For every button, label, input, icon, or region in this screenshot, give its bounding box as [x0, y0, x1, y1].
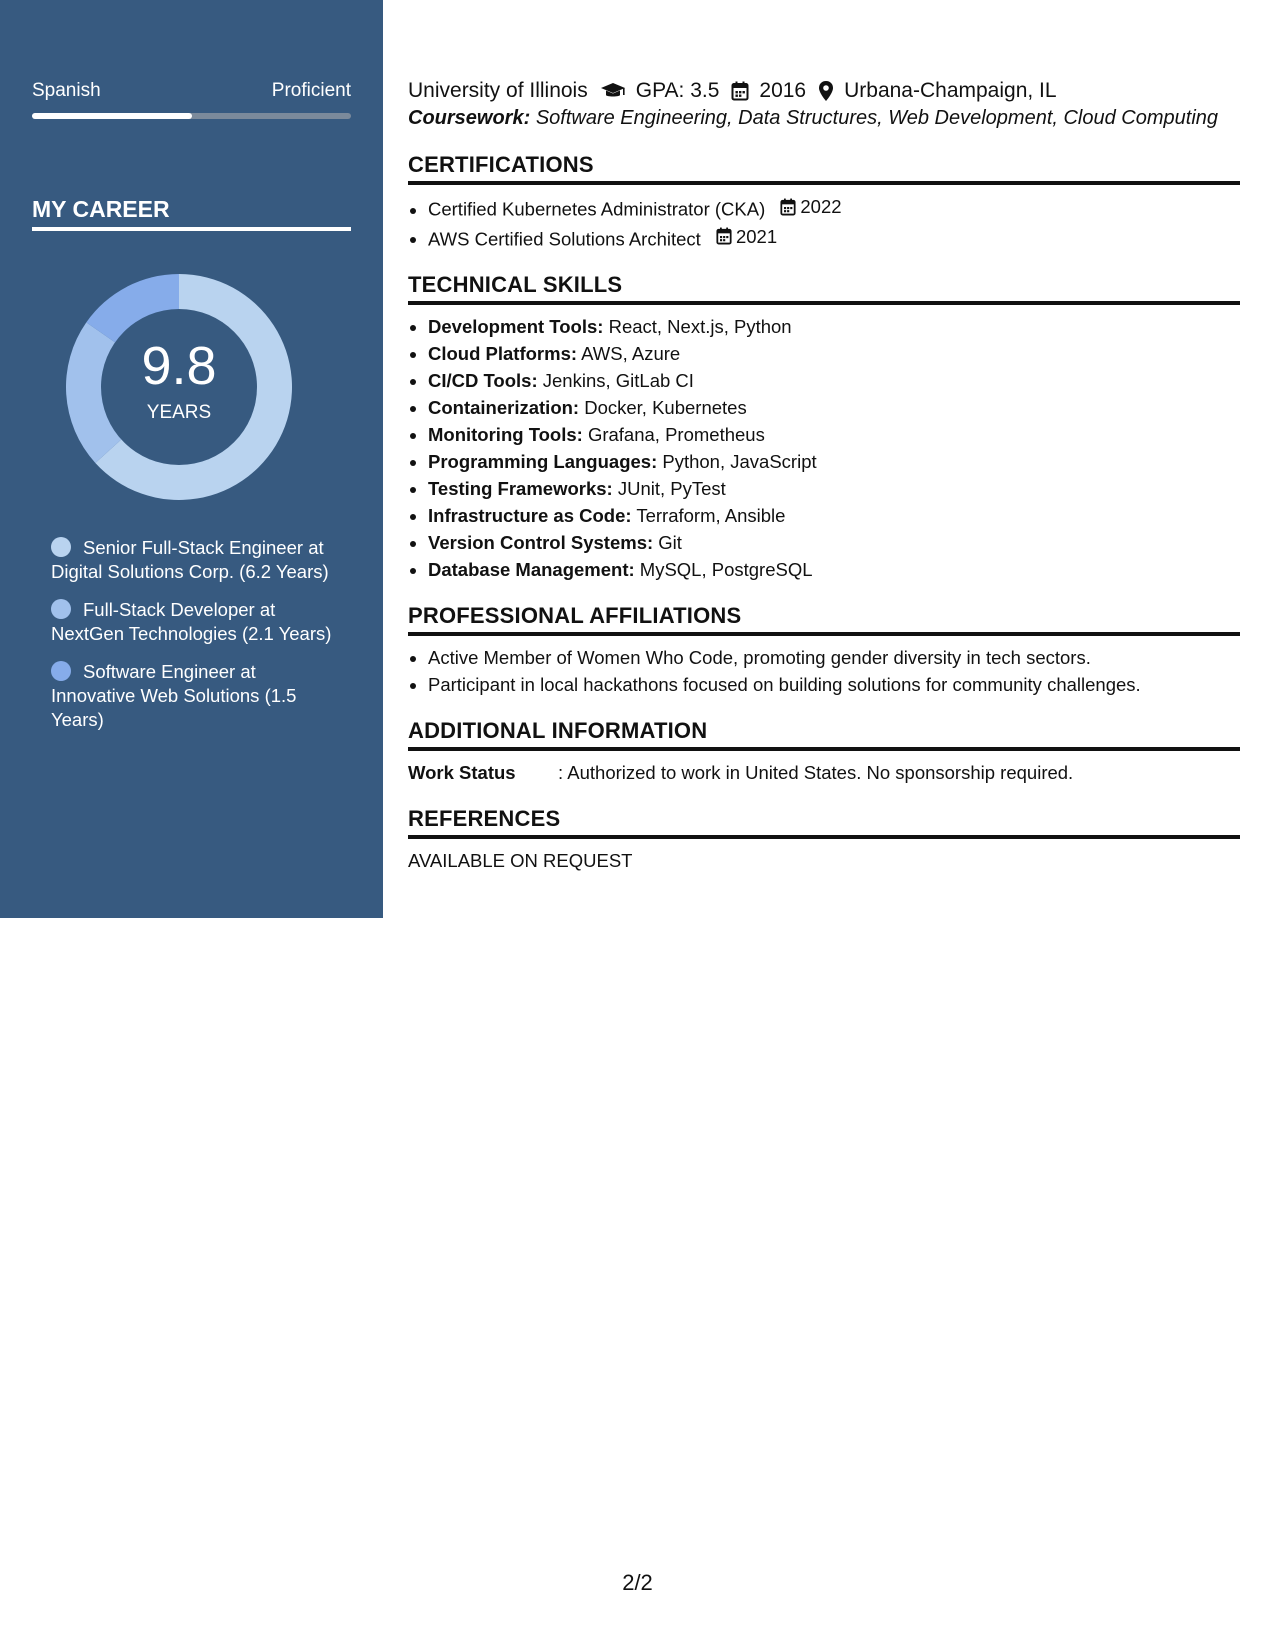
references-text: AVAILABLE ON REQUEST	[408, 850, 633, 871]
career-item	[51, 536, 341, 584]
skill-value: Jenkins, GitLab CI	[542, 370, 694, 391]
skill-value: Python, JavaScript	[662, 451, 817, 472]
certification-year: 2022	[800, 196, 842, 217]
work-status-row	[408, 759, 1240, 786]
calendar-icon	[780, 198, 796, 216]
skill-label: Cloud Platforms:	[428, 343, 578, 364]
skills-list	[408, 313, 1240, 583]
map-pin-icon	[818, 80, 834, 102]
education-gpa: GPA: 3.5	[635, 79, 720, 102]
skill-item	[428, 367, 1240, 394]
language-name: Spanish	[32, 80, 101, 101]
education-line	[408, 76, 1240, 106]
coursework-label: Coursework:	[408, 107, 531, 129]
skill-value: React, Next.js, Python	[608, 316, 792, 337]
career-total-unit: YEARS	[146, 402, 212, 423]
affiliation-item: • Participant in local hackathons focused on building solutions for community challenges.	[428, 671, 1240, 698]
skill-value: Git	[658, 532, 682, 553]
skill-label: Infrastructure as Code:	[428, 505, 632, 526]
certification-item	[428, 193, 1240, 223]
work-status-label: Work Status	[408, 762, 516, 783]
page-number: 2/2	[622, 1570, 653, 1595]
skill-label: CI/CD Tools:	[428, 370, 538, 391]
sidebar	[0, 0, 383, 918]
references-title: REFERENCES	[408, 806, 1240, 839]
skill-item	[428, 556, 1240, 583]
skill-label: Monitoring Tools:	[428, 424, 583, 445]
career-title: MY CAREER	[32, 196, 351, 231]
certifications-title: CERTIFICATIONS	[408, 152, 1240, 185]
coursework-text: Software Engineering, Data Structures, Web Development, Cloud Computing	[535, 107, 1219, 129]
certification-name: Certified Kubernetes Administrator (CKA)	[428, 198, 766, 220]
skill-value: Docker, Kubernetes	[584, 397, 747, 418]
certification-year-wrap	[780, 193, 841, 220]
language-level: Proficient	[271, 80, 351, 101]
career-item-text: Senior Full-Stack Engineer at Digital Solutions Corp. (6.2 Years)	[51, 537, 329, 582]
calendar-icon	[716, 227, 732, 245]
career-list	[51, 536, 341, 746]
career-dot-icon	[51, 599, 71, 619]
affiliations-list	[408, 644, 1240, 698]
career-dot-icon	[51, 537, 71, 557]
affiliations-title: PROFESSIONAL AFFILIATIONS	[408, 603, 1240, 636]
skill-item	[428, 475, 1240, 502]
skill-item	[428, 340, 1240, 367]
skill-item	[428, 502, 1240, 529]
career-dot-icon	[51, 661, 71, 681]
certification-year: 2021	[735, 225, 778, 247]
career-item	[51, 660, 341, 732]
certification-item	[428, 223, 1240, 253]
main-content	[408, 76, 1240, 874]
skill-item	[428, 313, 1240, 340]
skill-label: Testing Frameworks:	[428, 478, 613, 499]
skill-value: AWS, Azure	[581, 343, 681, 364]
education-year: 2016	[759, 79, 807, 102]
affiliation-item: • Active Member of Women Who Code, promoting gender diversity in tech sectors.	[428, 644, 1240, 671]
additional-title: ADDITIONAL INFORMATION	[408, 718, 1240, 751]
skill-label: Database Management:	[428, 559, 635, 580]
certifications-list	[408, 193, 1240, 252]
skill-value: MySQL, PostgreSQL	[639, 559, 813, 580]
skill-label: Containerization:	[428, 397, 580, 418]
career-donut-chart	[66, 274, 292, 500]
skill-item	[428, 448, 1240, 475]
coursework-line	[408, 107, 1240, 130]
career-item-text: Full-Stack Developer at NextGen Technologies (2.1 Years)	[51, 599, 332, 644]
career-item	[51, 598, 341, 646]
career-total-value: 9.8	[141, 336, 217, 396]
certification-year-wrap	[716, 223, 777, 250]
skill-value: JUnit, PyTest	[617, 478, 726, 499]
language-progress-fill	[32, 113, 192, 119]
career-item-text: Software Engineer at Innovative Web Solutions (1.5 Years)	[51, 661, 297, 730]
certification-name: AWS Certified Solutions Architect	[428, 228, 701, 249]
skill-item	[428, 421, 1240, 448]
skill-value: Grafana, Prometheus	[587, 424, 765, 445]
graduation-cap-icon	[600, 81, 626, 101]
calendar-icon	[731, 81, 749, 101]
skill-item	[428, 529, 1240, 556]
education-school: University of Illinois	[408, 79, 588, 102]
skill-label: Version Control Systems:	[428, 532, 654, 553]
skill-value: Terraform, Ansible	[636, 505, 786, 526]
education-location: Urbana-Champaign, IL	[844, 79, 1057, 102]
language-row	[32, 80, 351, 102]
skill-item	[428, 394, 1240, 421]
skills-title: TECHNICAL SKILLS	[408, 272, 1240, 305]
work-status-value: : Authorized to work in United States. No sponsorship required.	[558, 762, 1074, 783]
language-progress-bar	[32, 113, 351, 119]
skill-label: Development Tools:	[428, 316, 604, 337]
skill-label: Programming Languages:	[428, 451, 658, 472]
